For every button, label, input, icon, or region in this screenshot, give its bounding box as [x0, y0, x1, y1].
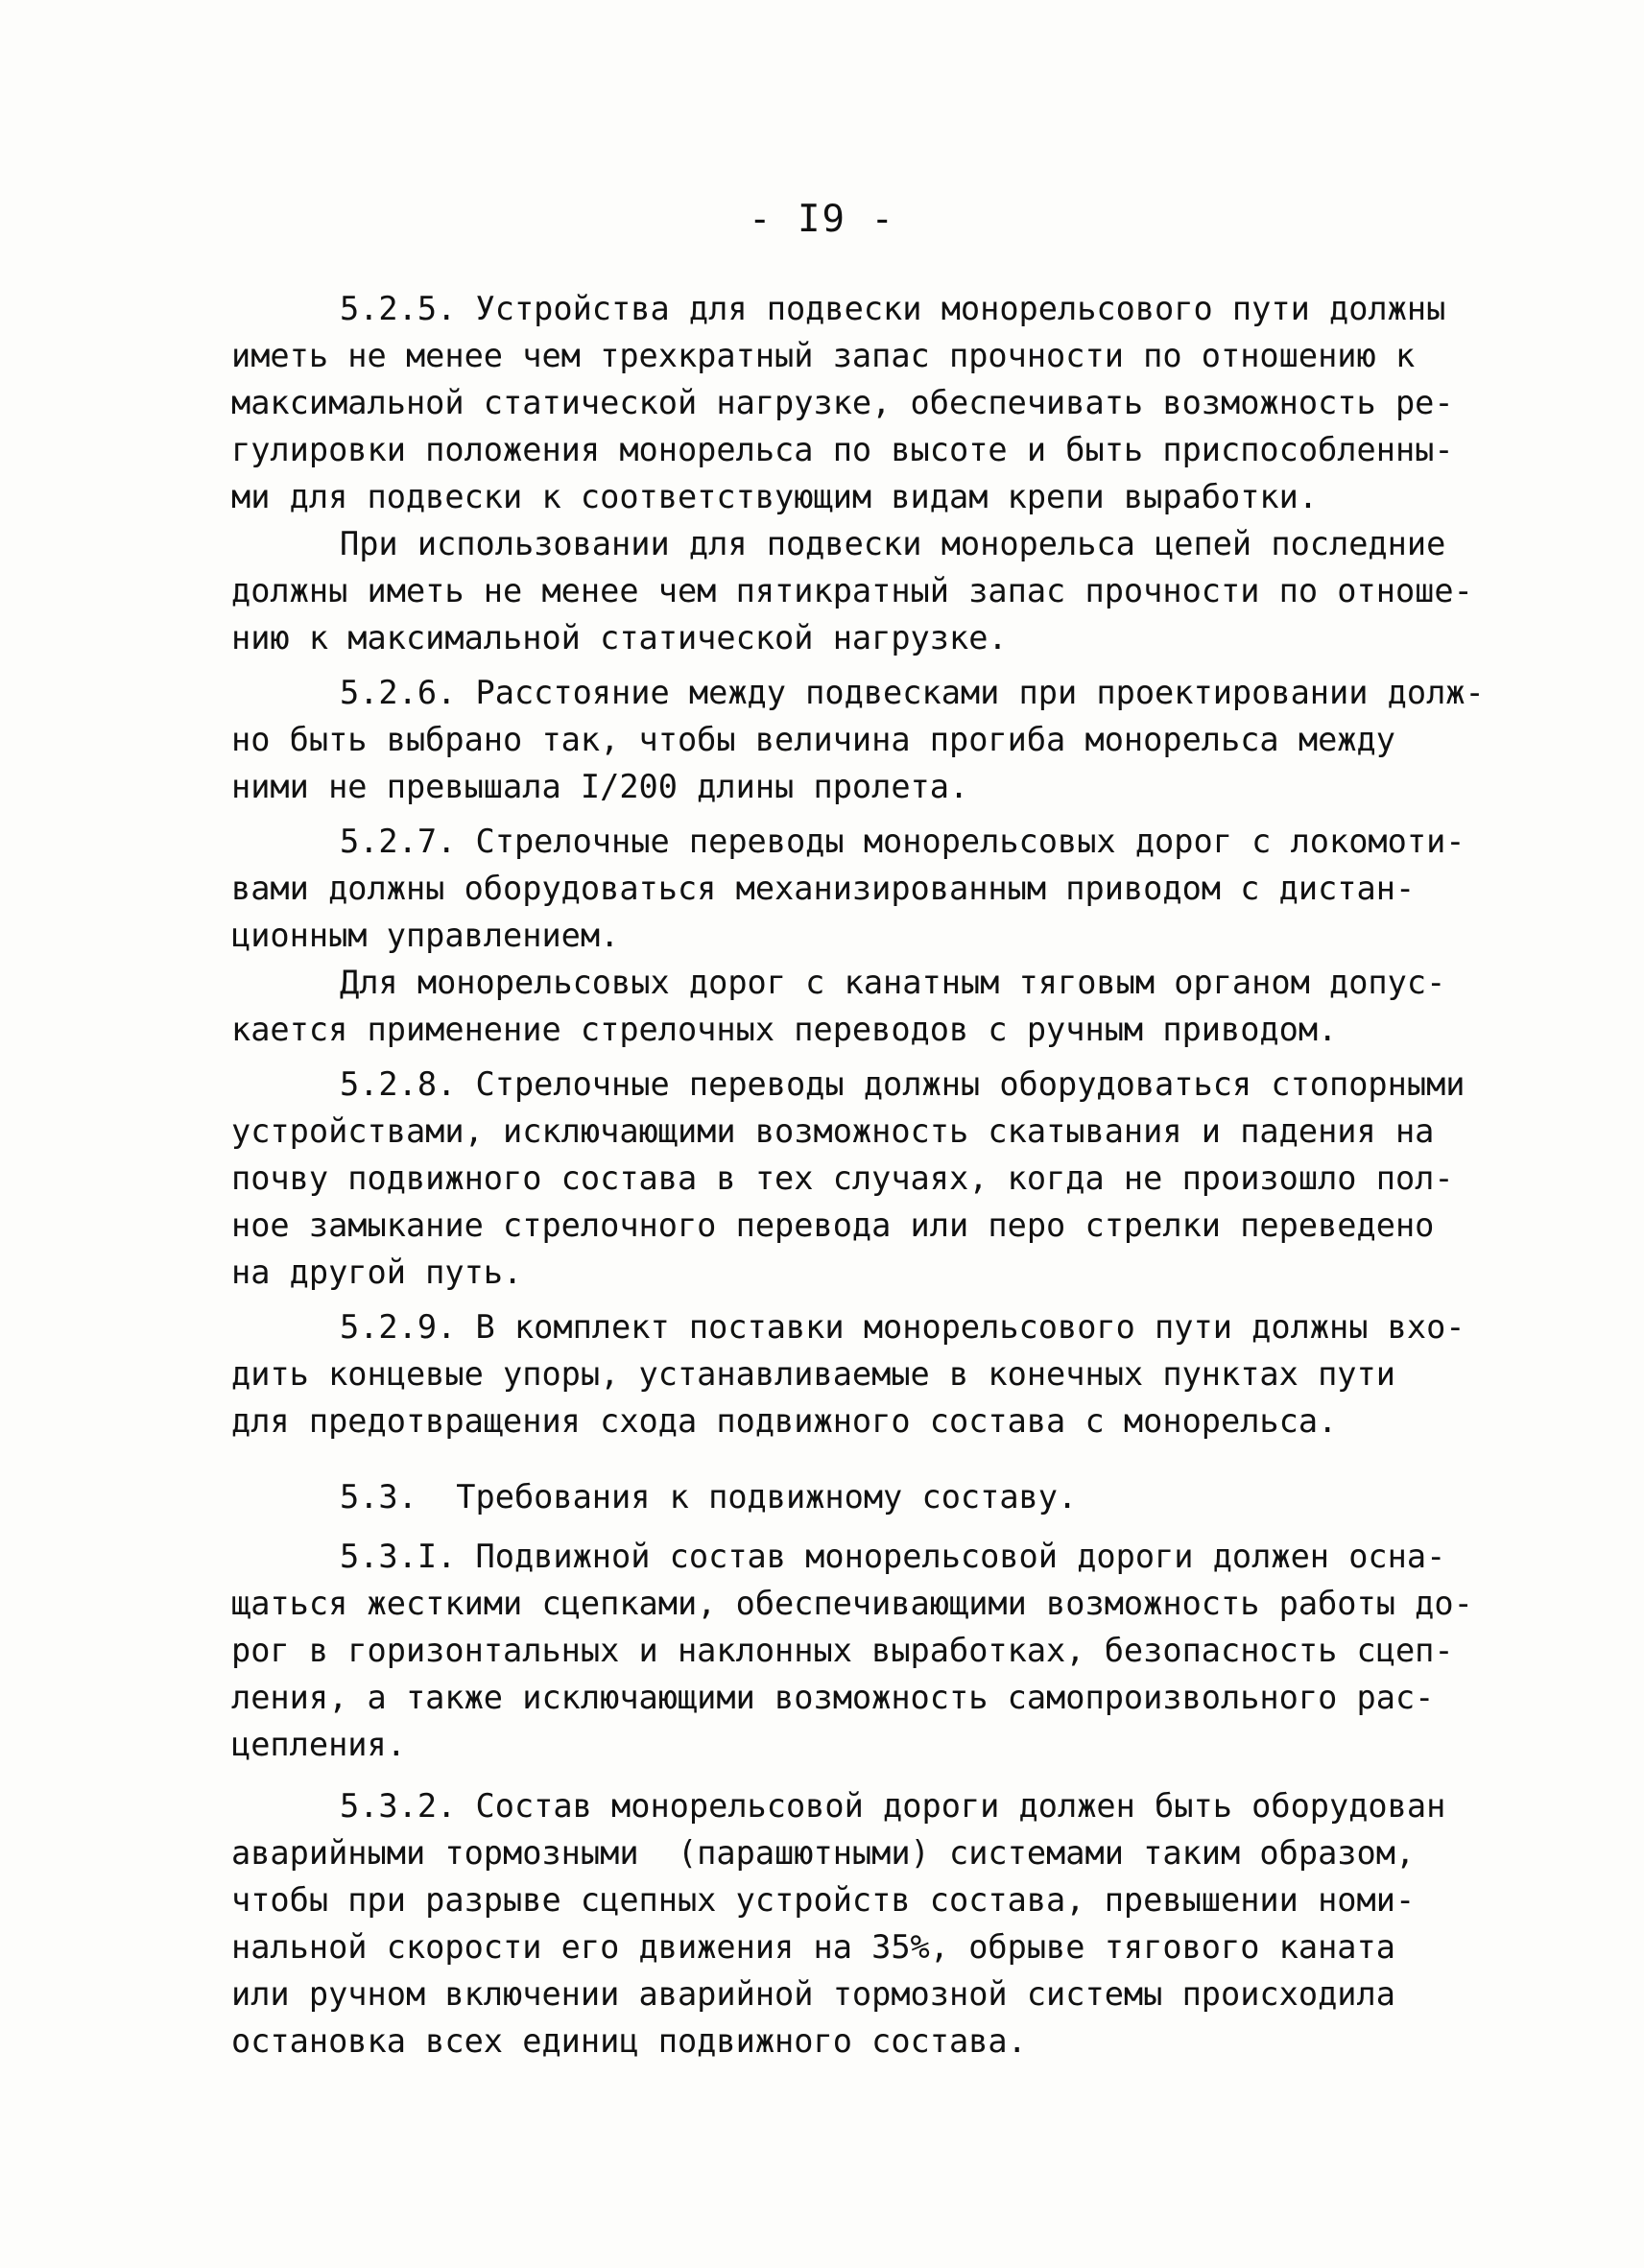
text-line: для предотвращения схода подвижного состава с монорельса. [231, 1402, 1338, 1440]
section-heading: 5.3. Требования к подвижному составу. [340, 1478, 1078, 1516]
text-line: почву подвижного состава в тех случаях, когда не произошло пол- [231, 1159, 1454, 1197]
text-line: но быть выбрано так, чтобы величина прогиба монорельса между [231, 721, 1395, 758]
text-line: на другой путь. [231, 1253, 523, 1291]
text-line: или ручном включении аварийной тормозной системы происходила [231, 1975, 1395, 2013]
text-line: 5.2.9. В комплект поставки монорельсового пути должны вхо- [340, 1308, 1465, 1346]
text-line: вами должны оборудоваться механизированным приводом с дистан- [231, 870, 1416, 907]
text-line: Для монорельсовых дорог с канатным тяговым органом допус- [340, 964, 1446, 1001]
text-line: нальной скорости его движения на 35%, обрыве тягового каната [231, 1928, 1395, 1966]
text-line: щаться жесткими сцепками, обеспечивающими возможность работы до- [231, 1585, 1473, 1622]
page-number: - I9 - [749, 198, 895, 241]
text-line: нию к максимальной статической нагрузке. [231, 619, 1008, 657]
text-line: кается применение стрелочных переводов с ручным приводом. [231, 1011, 1338, 1048]
text-line: аварийными тормозными (парашютными) системами таким образом, [231, 1834, 1416, 1872]
text-line: ми для подвески к соответствующим видам крепи выработки. [231, 478, 1319, 515]
text-line: 5.2.7. Стрелочные переводы монорельсовых дорог с локомоти- [340, 823, 1465, 860]
text-line: ними не превышала I/200 длины пролета. [231, 768, 969, 805]
text-line: ления, а также исключающими возможность самопроизвольного рас- [231, 1679, 1435, 1716]
text-line: 5.3.I. Подвижной состав монорельсовой дороги должен осна- [340, 1538, 1446, 1575]
text-line: При использовании для подвески монорельса цепей последние [340, 525, 1446, 562]
text-line: гулировки положения монорельса по высоте и быть приспособленны- [231, 431, 1454, 468]
text-line: устройствами, исключающими возможность скатывания и падения на [231, 1112, 1435, 1150]
text-line: 5.2.6. Расстояние между подвесками при проектировании долж- [340, 674, 1485, 711]
text-line: цепления. [231, 1726, 406, 1763]
text-line: чтобы при разрыве сцепных устройств состава, превышении номи- [231, 1881, 1416, 1919]
text-line: должны иметь не менее чем пятикратный запас прочности по отноше- [231, 572, 1473, 609]
text-line: дить концевые упоры, устанавливаемые в конечных пунктах пути [231, 1355, 1395, 1393]
text-line: 5.2.5. Устройства для подвески монорельсового пути должны [340, 290, 1446, 327]
text-line: максимальной статической нагрузке, обеспечивать возможность ре- [231, 384, 1454, 421]
text-line: иметь не менее чем трехкратный запас прочности по отношению к [231, 337, 1416, 374]
text-line: ционным управлением. [231, 917, 620, 954]
text-line: остановка всех единиц подвижного состава. [231, 2022, 1027, 2060]
text-line: 5.3.2. Состав монорельсовой дороги должен быть оборудован [340, 1787, 1446, 1825]
text-line: 5.2.8. Стрелочные переводы должны оборудоваться стопорными [340, 1065, 1465, 1103]
text-line: рог в горизонтальных и наклонных выработках, безопасность сцеп- [231, 1632, 1454, 1669]
text-line: ное замыкание стрелочного перевода или перо стрелки переведено [231, 1206, 1435, 1244]
